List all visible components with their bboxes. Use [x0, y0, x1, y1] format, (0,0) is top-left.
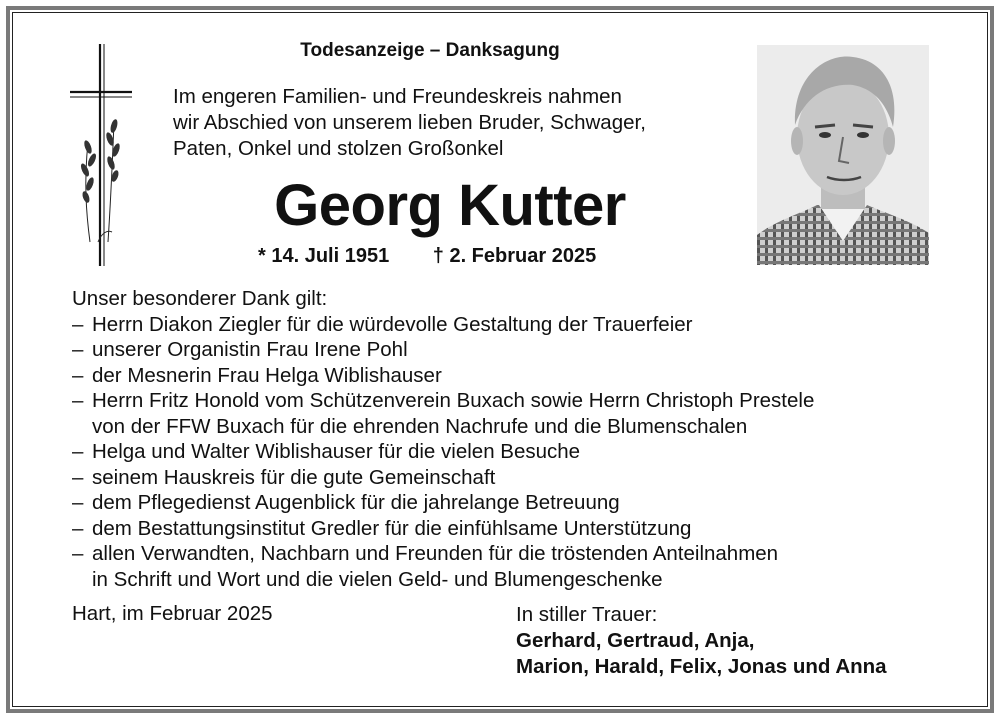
- mourning-label: In stiller Trauer:: [516, 603, 658, 626]
- list-item-text: Herrn Fritz Honold vom Schützenverein Buxach sowie Herrn Christoph Prestele: [92, 389, 815, 412]
- list-item-text: Helga und Walter Wiblishauser für die vielen Besuche: [92, 440, 581, 463]
- list-item-text: Herrn Diakon Ziegler für die würdevolle Gestaltung der Trauerfeier: [92, 312, 693, 336]
- intro-line: Im engeren Familien- und Freundeskreis nahmen: [173, 85, 622, 108]
- list-dash: –: [72, 542, 84, 565]
- intro-text: [173, 84, 753, 162]
- notice-title: Todesanzeige – Danksagung: [300, 40, 560, 61]
- cross-with-wheat-icon: [68, 42, 138, 268]
- list-dash: –: [72, 440, 84, 463]
- list-item: [72, 439, 952, 465]
- list-dash: –: [72, 363, 84, 387]
- list-item: [72, 363, 952, 389]
- list-dash: –: [72, 312, 84, 336]
- list-item: [72, 541, 952, 567]
- life-dates: [258, 245, 596, 268]
- list-item: [72, 516, 952, 542]
- mourners-line: Gerhard, Gertraud, Anja,: [516, 629, 755, 652]
- list-dash: –: [72, 338, 84, 361]
- list-item-continuation: von der FFW Buxach für die ehrenden Nachrufe und die Blumenschalen: [92, 414, 748, 438]
- intro-line: Paten, Onkel und stolzen Großonkel: [173, 137, 504, 160]
- birth-date: * 14. Juli 1951: [258, 245, 390, 267]
- portrait-photo: [757, 45, 929, 265]
- list-item: [72, 312, 952, 338]
- list-item-text: allen Verwandten, Nachbarn und Freunden für die tröstenden Anteilnahmen: [92, 542, 779, 565]
- place-date: Hart, im Februar 2025: [72, 602, 273, 625]
- list-dash: –: [72, 465, 84, 489]
- list-item: [72, 465, 952, 491]
- intro-line: wir Abschied von unserem lieben Bruder, Schwager,: [173, 111, 646, 134]
- list-item: [72, 388, 952, 414]
- list-dash: –: [72, 389, 84, 412]
- list-item: [72, 490, 952, 516]
- list-item-text: dem Bestattungsinstitut Gredler für die einfühlsame Unterstützung: [92, 516, 692, 540]
- list-item-continuation: in Schrift und Wort und die vielen Geld- und Blumengeschenke: [92, 567, 663, 591]
- list-item-text: der Mesnerin Frau Helga Wiblishauser: [92, 363, 442, 387]
- list-item-text: dem Pflegedienst Augenblick für die jahrelange Betreuung: [92, 491, 620, 514]
- thanks-intro: Unser besonderer Dank gilt:: [72, 287, 328, 310]
- mourners-block: [516, 602, 887, 680]
- list-dash: –: [72, 516, 84, 540]
- list-dash: –: [72, 491, 84, 514]
- list-item: [72, 337, 952, 363]
- mourners-line: Marion, Harald, Felix, Jonas und Anna: [516, 655, 887, 678]
- list-item-text: unserer Organistin Frau Irene Pohl: [92, 338, 408, 361]
- deceased-name: Georg Kutter: [274, 173, 626, 238]
- death-date: † 2. Februar 2025: [432, 245, 597, 267]
- thanks-section: [72, 286, 952, 592]
- list-item-text: seinem Hauskreis für die gute Gemeinschaft: [92, 465, 496, 489]
